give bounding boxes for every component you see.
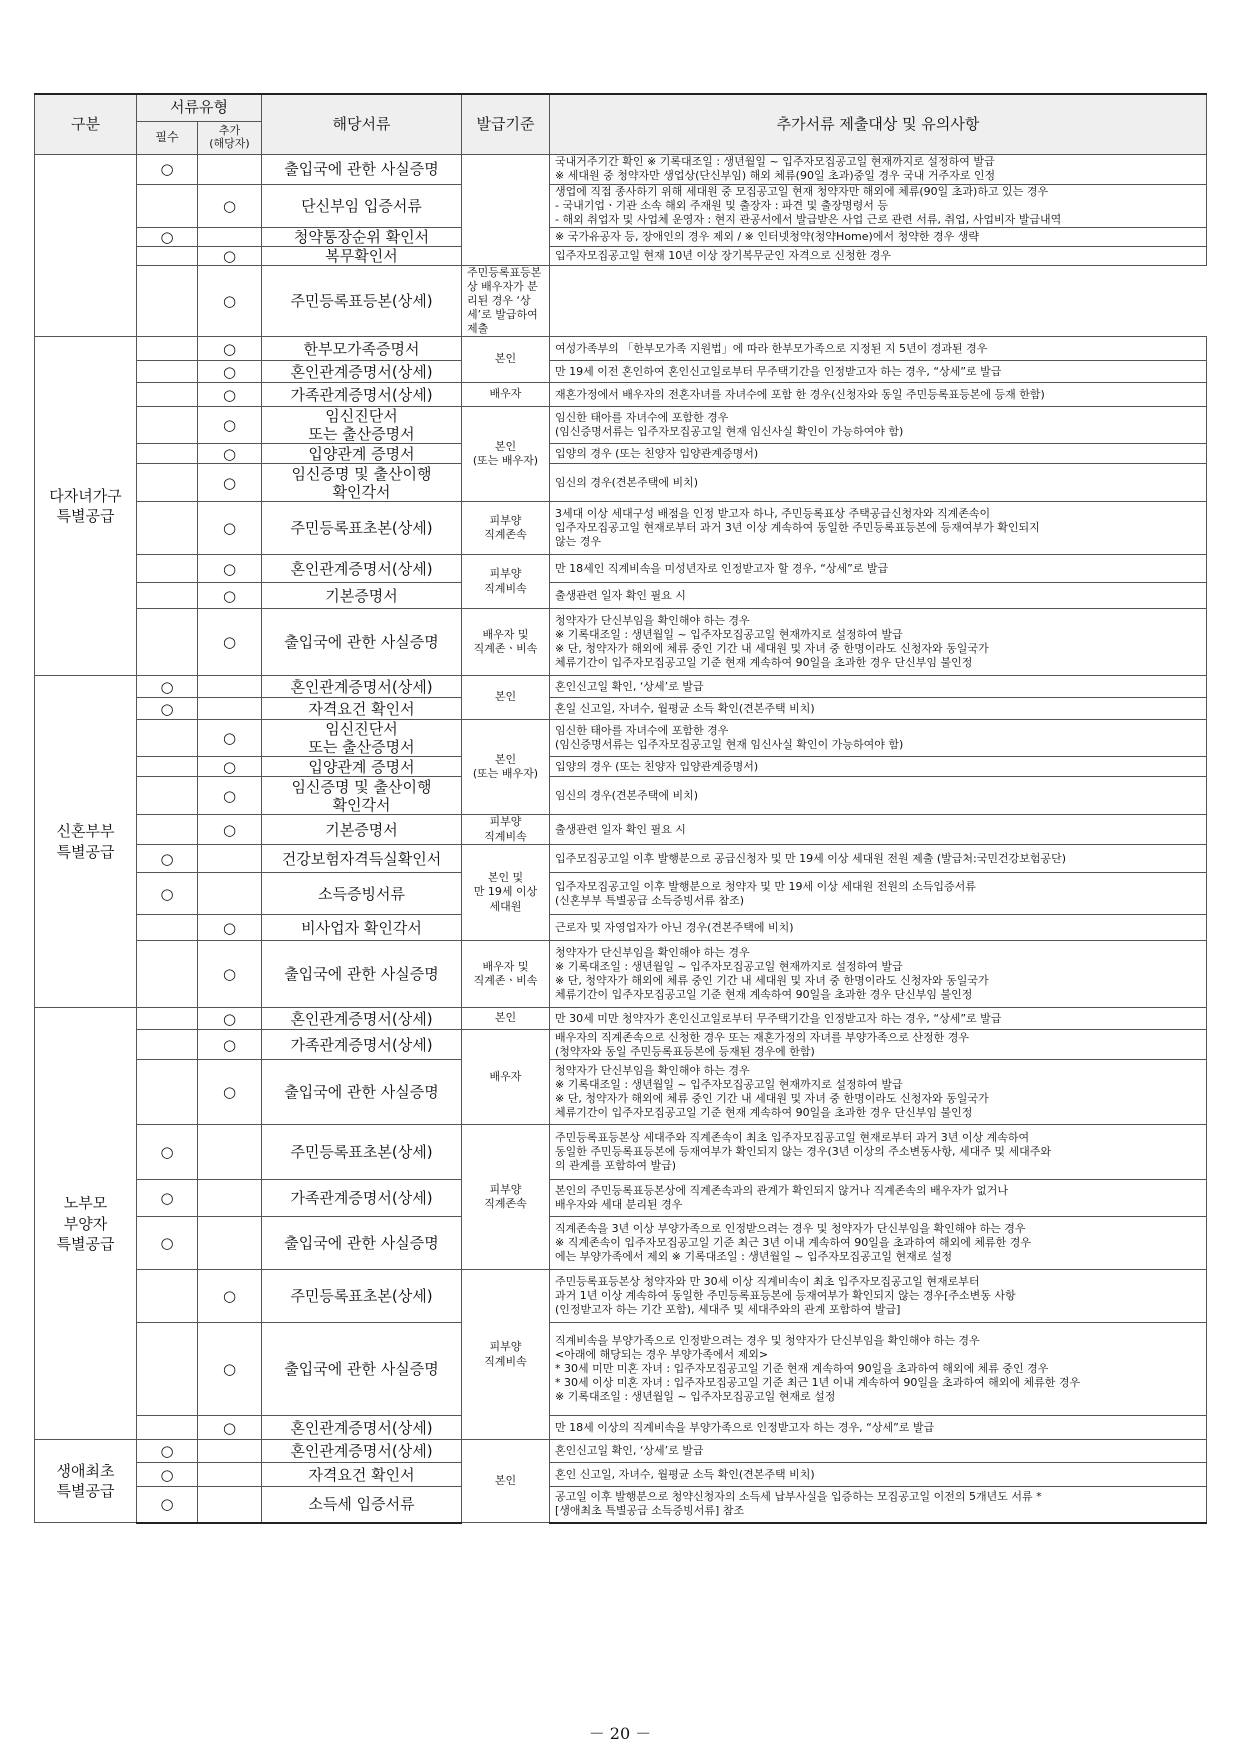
required-mark [137, 1323, 198, 1416]
issuance-criteria: 배우자 [462, 1030, 550, 1125]
document-name: 단신부임 입증서류 [262, 184, 462, 227]
additional-mark: ○ [198, 1416, 262, 1440]
document-name: 출입국에 관한 사실증명 [262, 1217, 462, 1270]
notes-text: 혼인신고일 확인, ‘상세’로 발급 [550, 1440, 1207, 1463]
issuance-criteria: 배우자 및 직계존ㆍ비속 [462, 609, 550, 676]
notes-text: 생업에 직접 종사하기 위해 세대원 중 모집공고일 현재 청약자만 해외에 체류(90일 초과)하고 있는 경우 - 국내기업ㆍ기관 소속 해외 주재원 및 출장자 : 파견 및 출장명령서 등 - 해외 취업자 및 사업체 운영자 : 현지 관공서에서 발급받은 사업 근로 관련 서류, 취업, 사업비자 발급내역 [550, 184, 1207, 227]
document-name: 임신진단서 또는 출산증명서 [262, 720, 462, 757]
notes-text: 주민등록표등본상 청약자와 만 30세 이상 직계비속이 최초 입주자모집공고일 현재로부터 과거 1년 이상 계속하여 동일한 주민등록표등본에 등재여부가 확인되지 않는 경우[주소변동 사항 (인정받고자 하는 기간 포함), 세대주 및 세대주와의 관계 포함하여 발급] [550, 1270, 1207, 1323]
notes-text: 입주자모집공고일 이후 발행분으로 청약자 및 만 19세 이상 세대원 전원의 소득입증서류 (신혼부부 특별공급 소득증빙서류 참조) [550, 873, 1207, 915]
additional-mark: ○ [198, 815, 262, 845]
required-mark: ○ [137, 845, 198, 873]
required-mark [137, 609, 198, 676]
notes-text: 혼인신고일 확인, ‘상세’로 발급 [550, 676, 1207, 698]
document-name: 한부모가족증명서 [262, 337, 462, 361]
document-name: 입양관계 증명서 [262, 444, 462, 464]
issuance-criteria: 본인 및 만 19세 이상 세대원 [462, 845, 550, 941]
document-name: 출입국에 관한 사실증명 [262, 154, 462, 184]
table-row [35, 1487, 1207, 1523]
table-row [35, 1030, 1207, 1060]
table-row [35, 184, 1207, 227]
additional-mark: ○ [198, 941, 262, 1008]
additional-mark [198, 154, 262, 184]
document-name: 혼인관계증명서(상세) [262, 676, 462, 698]
notes-text: 입양의 경우 (또는 친양자 입양관계증명서) [550, 444, 1207, 464]
table-row [35, 227, 1207, 246]
document-name: 비사업자 확인각서 [262, 915, 462, 941]
table-row [35, 1217, 1207, 1270]
notes-text: 만 30세 미만 청약자가 혼인신고일로부터 무주택기간을 인정받고자 하는 경우, “상세”로 발급 [550, 1008, 1207, 1030]
additional-mark: ○ [198, 383, 262, 407]
additional-mark: ○ [198, 246, 262, 265]
additional-mark: ○ [198, 444, 262, 464]
document-name: 소득증빙서류 [262, 873, 462, 915]
additional-mark: ○ [198, 184, 262, 227]
table-row [35, 676, 1207, 698]
required-mark: ○ [137, 1440, 198, 1463]
table-row [35, 777, 1207, 815]
table-row [35, 464, 1207, 502]
table-row [35, 407, 1207, 444]
issuance-criteria: 본인 [462, 337, 550, 383]
document-name: 혼인관계증명서(상세) [262, 1440, 462, 1463]
document-name: 자격요건 확인서 [262, 1463, 462, 1487]
header-issuance-criteria: 발급기준 [462, 94, 550, 154]
required-mark [137, 1008, 198, 1030]
notes-text: 배우자의 직계존속으로 신청한 경우 또는 재혼가정의 자녀를 부양가족으로 산정한 경우 (청약자와 동일 주민등록표등본에 등재된 경우에 한함) [550, 1030, 1207, 1060]
required-mark [137, 464, 198, 502]
additional-mark: ○ [198, 1060, 262, 1125]
required-mark: ○ [137, 698, 198, 720]
document-name: 건강보험자격득실확인서 [262, 845, 462, 873]
additional-mark: ○ [198, 757, 262, 777]
notes-text: 입양의 경우 (또는 친양자 입양관계증명서) [550, 757, 1207, 777]
additional-mark: ○ [198, 555, 262, 583]
required-mark: ○ [137, 1125, 198, 1180]
notes-text: 만 18세인 직계비속을 미성년자로 인정받고자 할 경우, “상세”로 발급 [550, 555, 1207, 583]
document-name: 출입국에 관한 사실증명 [262, 941, 462, 1008]
required-mark [137, 383, 198, 407]
document-name: 주민등록표초본(상세) [262, 1125, 462, 1180]
required-mark [137, 555, 198, 583]
required-mark [137, 444, 198, 464]
notes-text: 임신의 경우(견본주택에 비치) [550, 464, 1207, 502]
table-row [35, 609, 1207, 676]
document-name: 혼인관계증명서(상세) [262, 1008, 462, 1030]
table-row [35, 265, 1207, 336]
additional-mark: ○ [198, 1323, 262, 1416]
notes-text: 만 18세 이상의 직계비속을 부양가족으로 인정받고자 하는 경우, “상세”로 발급 [550, 1416, 1207, 1440]
document-name: 기본증명서 [262, 815, 462, 845]
notes-text: 직계비속을 부양가족으로 인정받으려는 경우 및 청약자가 단신부임을 확인해야 하는 경우 <아래에 해당되는 경우 부양가족에서 제외> * 30세 미만 미혼 자녀 : 입주자모집공고일 기준 현재 계속하여 90일을 초과하여 해외에 체류 중인 경우 * 30세 이상 미혼 자녀 : 입주자모집공고일 기준 최근 1년 이내 계속하여 90일을 초과하여 해외에 체류한 경우 ※ 기록대조일 : 생년월일 ~ 입주자모집공고일 현재로 설정 [550, 1323, 1207, 1416]
required-mark: ○ [137, 676, 198, 698]
issuance-criteria: 본인 [462, 1440, 550, 1523]
table-row [35, 555, 1207, 583]
document-name: 혼인관계증명서(상세) [262, 361, 462, 383]
table-row [35, 1416, 1207, 1440]
notes-text: 주민등록표등본상 배우자가 분리된 경우 ‘상세’로 발급하여 제출 [462, 265, 550, 336]
table-body [35, 154, 1207, 1523]
notes-text: 입주자모집공고일 현재 10년 이상 장기복무군인 자격으로 신청한 경우 [550, 246, 1207, 265]
issuance-criteria: 본인 (또는 배우자) [462, 407, 550, 502]
notes-text: 임신한 태아를 자녀수에 포함한 경우 (임신증명서류는 입주자모집공고일 현재 임신사실 확인이 가능하여야 함) [550, 407, 1207, 444]
header-group: 구분 [35, 94, 137, 154]
notes-text: 본인의 주민등록표등본상에 직계존속과의 관계가 확인되지 않거나 직계존속의 배우자가 없거나 배우자와 세대 분리된 경우 [550, 1180, 1207, 1217]
table-row [35, 720, 1207, 757]
table-row [35, 444, 1207, 464]
document-name: 임신증명 및 출산이행 확인각서 [262, 777, 462, 815]
table-row [35, 1060, 1207, 1125]
additional-mark: ○ [198, 777, 262, 815]
notes-text: 임신한 태아를 자녀수에 포함한 경우 (임신증명서류는 입주자모집공고일 현재 임신사실 확인이 가능하여야 함) [550, 720, 1207, 757]
table-row [35, 941, 1207, 1008]
required-mark [137, 1270, 198, 1323]
notes-text: 혼일 신고일, 자녀수, 월평균 소득 확인(견본주택 비치) [550, 698, 1207, 720]
notes-text: ※ 국가유공자 등, 장애인의 경우 제외 / ※ 인터넷청약(청약Home)에서 청약한 경우 생략 [550, 227, 1207, 246]
notes-text: 직계존속을 3년 이상 부양가족으로 인정받으려는 경우 및 청약자가 단신부임을 확인해야 하는 경우 ※ 직계존속이 입주자모집공고일 기준 최근 3년 이내 계속하여 90일을 초과하여 해외에 체류한 경우 에는 부양가족에서 제외 ※ 기록대조일 : 생년월일 ~ 입주자모집공고일 현재로 설정 [550, 1217, 1207, 1270]
table-row [35, 915, 1207, 941]
table-row [35, 1463, 1207, 1487]
document-name: 주민등록표등본(상세) [262, 265, 462, 336]
notes-text: 공고일 이후 발행분으로 청약신청자의 소득세 납부사실을 입증하는 모집공고일 이전의 5개년도 서류 * [생애최초 특별공급 소득증빙서류] 참조 [550, 1487, 1207, 1523]
document-name: 임신진단서 또는 출산증명서 [262, 407, 462, 444]
issuance-criteria: 배우자 [462, 383, 550, 407]
additional-mark: ○ [198, 1008, 262, 1030]
required-mark [137, 502, 198, 555]
table-row [35, 154, 1207, 184]
notes-text: 청약자가 단신부임을 확인해야 하는 경우 ※ 기록대조일 : 생년월일 ~ 입주자모집공고일 현재까지로 설정하여 발급 ※ 단, 청약자가 해외에 체류 중인 기간 내 세대원 및 자녀 중 한명이라도 신청자와 동일국가 체류기간이 입주자모집공고일 기준 현재 계속하여 90일을 초과한 경우 단신부임 불인정 [550, 941, 1207, 1008]
additional-mark [198, 676, 262, 698]
notes-text: 여성가족부의 「한부모가족 지원법」에 따라 한부모가족으로 지정된 지 5년이 경과된 경우 [550, 337, 1207, 361]
additional-mark: ○ [198, 464, 262, 502]
required-mark [137, 246, 198, 265]
table-row [35, 1270, 1207, 1323]
document-name: 혼인관계증명서(상세) [262, 555, 462, 583]
required-mark [137, 815, 198, 845]
required-mark: ○ [137, 227, 198, 246]
issuance-criteria: 본인 [462, 1008, 550, 1030]
required-mark [137, 407, 198, 444]
header-document-type: 서류유형 [137, 94, 262, 121]
document-name: 출입국에 관한 사실증명 [262, 1323, 462, 1416]
additional-mark [198, 873, 262, 915]
page-number: － 20 － [588, 1724, 652, 1743]
document-name: 가족관계증명서(상세) [262, 383, 462, 407]
issuance-criteria: 피부양 직계비속 [462, 815, 550, 845]
additional-mark [198, 1463, 262, 1487]
issuance-criteria: 피부양 직계존속 [462, 1125, 550, 1270]
notes-text: 출생관련 일자 확인 필요 시 [550, 583, 1207, 609]
additional-mark [198, 1125, 262, 1180]
group-label: 신혼부부 특별공급 [35, 676, 137, 1008]
notes-text: 청약자가 단신부임을 확인해야 하는 경우 ※ 기록대조일 : 생년월일 ~ 입주자모집공고일 현재까지로 설정하여 발급 ※ 단, 청약자가 해외에 체류 중인 기간 내 세대원 및 자녀 중 한명이라도 신청자와 동일국가 체류기간이 입주자모집공고일 기준 현재 계속하여 90일을 초과한 경우 단신부임 불인정 [550, 609, 1207, 676]
required-mark: ○ [137, 1217, 198, 1270]
issuance-criteria: 피부양 직계존속 [462, 502, 550, 555]
table-row [35, 361, 1207, 383]
required-mark [137, 941, 198, 1008]
notes-text: 만 19세 이전 혼인하여 혼인신고일로부터 무주택기간을 인정받고자 하는 경우, “상세”로 발급 [550, 361, 1207, 383]
additional-mark: ○ [198, 407, 262, 444]
header-notes: 추가서류 제출대상 및 유의사항 [550, 94, 1207, 154]
required-mark [137, 720, 198, 757]
document-name: 출입국에 관한 사실증명 [262, 609, 462, 676]
required-mark [137, 777, 198, 815]
table-row [35, 1008, 1207, 1030]
table-row [35, 757, 1207, 777]
additional-mark: ○ [198, 583, 262, 609]
issuance-criteria: 배우자 및 직계존ㆍ비속 [462, 941, 550, 1008]
required-documents-table [34, 93, 1207, 1524]
document-name: 가족관계증명서(상세) [262, 1180, 462, 1217]
additional-mark: ○ [198, 265, 262, 336]
table-row [35, 246, 1207, 265]
required-mark [137, 1030, 198, 1060]
document-name: 주민등록표초본(상세) [262, 502, 462, 555]
additional-mark [198, 227, 262, 246]
required-mark [137, 361, 198, 383]
document-name: 청약통장순위 확인서 [262, 227, 462, 246]
document-name: 복무확인서 [262, 246, 462, 265]
required-mark [137, 757, 198, 777]
required-mark [137, 915, 198, 941]
notes-text: 3세대 이상 세대구성 배점을 인정 받고자 하나, 주민등록표상 주택공급신청자와 직계존속이 입주자모집공고일 현재로부터 과거 3년 이상 계속하여 동일한 주민등록표등본에 등재여부가 확인되지 않는 경우 [550, 502, 1207, 555]
document-name: 자격요건 확인서 [262, 698, 462, 720]
required-mark [137, 265, 198, 336]
header-required: 필수 [137, 121, 198, 154]
issuance-criteria: 본인 [462, 676, 550, 720]
issuance-criteria [462, 154, 550, 265]
notes-text: 청약자가 단신부임을 확인해야 하는 경우 ※ 기록대조일 : 생년월일 ~ 입주자모집공고일 현재까지로 설정하여 발급 ※ 단, 청약자가 해외에 체류 중인 기간 내 세대원 및 자녀 중 한명이라도 신청자와 동일국가 체류기간이 입주자모집공고일 기준 현재 계속하여 90일을 초과한 경우 단신부임 불인정 [550, 1060, 1207, 1125]
additional-mark: ○ [198, 1270, 262, 1323]
additional-mark: ○ [198, 361, 262, 383]
group-label: 다자녀가구 특별공급 [35, 337, 137, 676]
header-additional: 추가 (해당자) [198, 121, 262, 154]
notes-text: 재혼가정에서 배우자의 전혼자녀를 자녀수에 포함 한 경우(신청자와 동일 주민등록표등본에 등재 한함) [550, 383, 1207, 407]
notes-text: 입주모집공고일 이후 발행분으로 공급신청자 및 만 19세 이상 세대원 전원 제출 (발급처:국민건강보험공단) [550, 845, 1207, 873]
notes-text: 출생관련 일자 확인 필요 시 [550, 815, 1207, 845]
required-mark: ○ [137, 873, 198, 915]
notes-text: 주민등록표등본상 세대주와 직계존속이 최초 입주자모집공고일 현재로부터 과거 3년 이상 계속하여 동일한 주민등록표등본에 등재여부가 확인되지 않는 경우(3년 이상의 주소변동사항, 세대주 및 세대주와 의 관계를 포함하여 발급) [550, 1125, 1207, 1180]
table-row [35, 1323, 1207, 1416]
required-mark [137, 184, 198, 227]
notes-text: 혼인 신고일, 자녀수, 월평균 소득 확인(견본주택 비치) [550, 1463, 1207, 1487]
group-label [35, 154, 137, 337]
table-row [35, 502, 1207, 555]
additional-mark [198, 1440, 262, 1463]
document-name: 주민등록표초본(상세) [262, 1270, 462, 1323]
additional-mark [198, 1487, 262, 1523]
additional-mark: ○ [198, 609, 262, 676]
group-label: 생애최초 특별공급 [35, 1440, 137, 1523]
notes-text: 근로자 및 자영업자가 아닌 경우(견본주택에 비치) [550, 915, 1207, 941]
required-mark [137, 1060, 198, 1125]
issuance-criteria: 피부양 직계비속 [462, 1270, 550, 1440]
required-mark: ○ [137, 1487, 198, 1523]
table-row [35, 815, 1207, 845]
table-row [35, 1180, 1207, 1217]
group-label: 노부모 부양자 특별공급 [35, 1008, 137, 1440]
document-name: 임신증명 및 출산이행 확인각서 [262, 464, 462, 502]
required-mark [137, 583, 198, 609]
required-mark [137, 337, 198, 361]
table-row [35, 698, 1207, 720]
document-name: 기본증명서 [262, 583, 462, 609]
additional-mark: ○ [198, 502, 262, 555]
document-name: 입양관계 증명서 [262, 757, 462, 777]
table-row [35, 1440, 1207, 1463]
document-name: 소득세 입증서류 [262, 1487, 462, 1523]
required-mark [137, 1416, 198, 1440]
document-name: 혼인관계증명서(상세) [262, 1416, 462, 1440]
additional-mark: ○ [198, 337, 262, 361]
additional-mark [198, 845, 262, 873]
header-document: 해당서류 [262, 94, 462, 154]
issuance-criteria: 본인 (또는 배우자) [462, 720, 550, 815]
issuance-criteria: 피부양 직계비속 [462, 555, 550, 609]
additional-mark [198, 698, 262, 720]
document-name: 출입국에 관한 사실증명 [262, 1060, 462, 1125]
additional-mark: ○ [198, 915, 262, 941]
notes-text: 임신의 경우(견본주택에 비치) [550, 777, 1207, 815]
additional-mark [198, 1180, 262, 1217]
table-row [35, 383, 1207, 407]
table-row [35, 583, 1207, 609]
required-mark: ○ [137, 154, 198, 184]
required-mark: ○ [137, 1180, 198, 1217]
required-mark: ○ [137, 1463, 198, 1487]
additional-mark: ○ [198, 720, 262, 757]
table-row [35, 845, 1207, 873]
table-row [35, 337, 1207, 361]
additional-mark [198, 1217, 262, 1270]
document-name: 가족관계증명서(상세) [262, 1030, 462, 1060]
additional-mark: ○ [198, 1030, 262, 1060]
table-row [35, 1125, 1207, 1180]
notes-text: 국내거주기간 확인 ※ 기록대조일 : 생년월일 ~ 입주자모집공고일 현재까지로 설정하여 발급 ※ 세대원 중 청약자만 생업상(단신부임) 해외 체류(90일 초과)중일 경우 국내 거주자로 인정 [550, 154, 1207, 184]
table-row [35, 873, 1207, 915]
